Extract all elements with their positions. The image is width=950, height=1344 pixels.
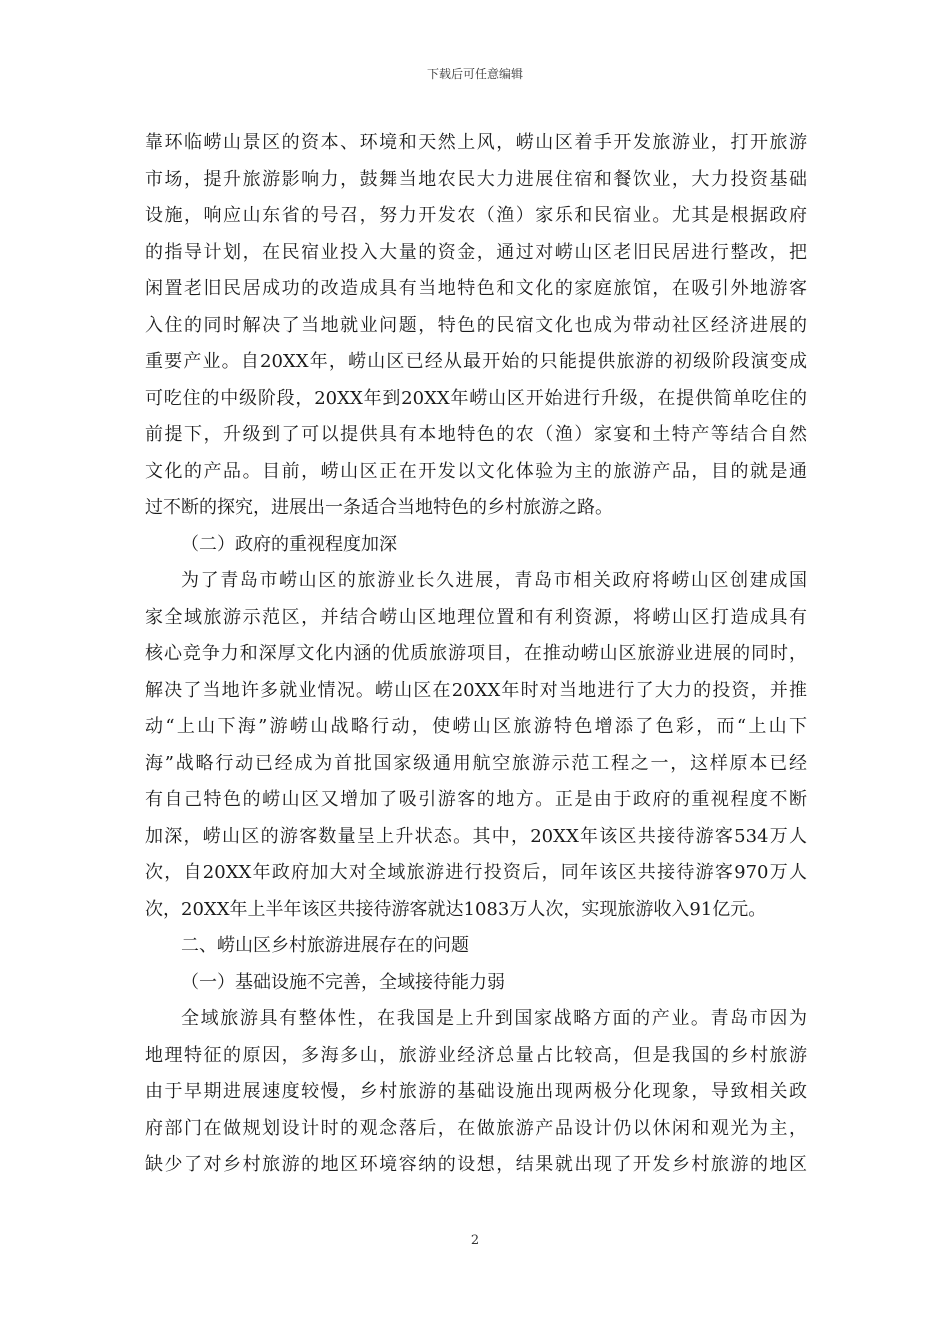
page-header: 下载后可任意编辑 <box>426 67 523 81</box>
paragraph-line: 由于早期进展速度较慢，乡村旅游的基础设施出现两极分化现象，导致相关政 <box>145 1081 807 1102</box>
paragraph-line: 为了青岛市崂山区的旅游业长久进展，青岛市相关政府将崂山区创建成国 <box>181 570 807 591</box>
paragraph-line: 入住的同时解决了当地就业问题，特色的民宿文化也成为带动社区经济进展的 <box>145 314 807 336</box>
paragraph-line: 有自己特色的崂山区又增加了吸引游客的地方。正是由于政府的重视程度不断 <box>145 789 807 810</box>
paragraph-line: 可吃住的中级阶段，20XX年到20XX年崂山区开始进行升级，在提供简单吃住的 <box>145 387 807 409</box>
section-heading: （二）政府的重视程度加深 <box>181 533 397 555</box>
paragraph-line: 的指导计划，在民宿业投入大量的资金，通过对崂山区老旧民居进行整改，把 <box>145 241 807 263</box>
paragraph-line: 家全域旅游示范区，并结合崂山区地理位置和有利资源，将崂山区打造成具有 <box>145 606 807 628</box>
paragraph-line: 核心竞争力和深厚文化内涵的优质旅游项目，在推动崂山区旅游业进展的同时， <box>145 643 807 664</box>
paragraph-line: 次，自20XX年政府加大对全域旅游进行投资后，同年该区共接待游客970万人 <box>145 862 807 883</box>
page-number: 2 <box>470 1233 480 1248</box>
paragraph-line: 次，20XX年上半年该区共接待游客就达1083万人次，实现旅游收入91亿元。 <box>145 898 767 920</box>
paragraph-line: 文化的产品。目前，崂山区正在开发以文化体验为主的旅游产品，目的就是通 <box>145 460 807 482</box>
paragraph-line: 缺少了对乡村旅游的地区环境容纳的设想，结果就出现了开发乡村旅游的地区 <box>145 1154 807 1175</box>
paragraph-line: 全域旅游具有整体性，在我国是上升到国家战略方面的产业。青岛市因为 <box>181 1008 807 1029</box>
paragraph-line: 市场，提升旅游影响力，鼓舞当地农民大力进展住宿和餐饮业，大力投资基础 <box>145 168 807 190</box>
section-heading: 二、崂山区乡村旅游进展存在的问题 <box>181 935 469 956</box>
paragraph-line: 过不断的探究，进展出一条适合当地特色的乡村旅游之路。 <box>145 497 613 518</box>
paragraph-line: 加深，崂山区的游客数量呈上升状态。其中，20XX年该区共接待游客534万人 <box>145 825 807 847</box>
paragraph-line: 重要产业。自20XX年，崂山区已经从最开始的只能提供旅游的初级阶段演变成 <box>145 351 807 372</box>
paragraph-line: 闲置老旧民居成功的改造成具有当地特色和文化的家庭旅馆，在吸引外地游客 <box>145 278 807 299</box>
paragraph-line: 动“上山下海”游崂山战略行动，使崂山区旅游特色增添了色彩，而“上山下 <box>145 716 807 737</box>
paragraph-line: 靠环临崂山景区的资本、环境和天然上风，崂山区着手开发旅游业，打开旅游 <box>145 132 807 153</box>
paragraph-line: 府部门在做规划设计时的观念落后，在做旅游产品设计仍以休闲和观光为主， <box>145 1117 807 1139</box>
section-heading: （一）基础设施不完善，全域接待能力弱 <box>181 971 505 993</box>
paragraph-line: 前提下，升级到了可以提供具有本地特色的农（渔）家宴和土特产等结合自然 <box>145 424 807 445</box>
paragraph-line: 设施，响应山东省的号召，努力开发农（渔）家乐和民宿业。尤其是根据政府 <box>145 205 807 226</box>
paragraph-line: 地理特征的原因，多海多山，旅游业经济总量占比较高，但是我国的乡村旅游 <box>145 1044 807 1066</box>
paragraph-line: 解决了当地许多就业情况。崂山区在20XX年时对当地进行了大力的投资，并推 <box>145 679 807 701</box>
paragraph-line: 海”战略行动已经成为首批国家级通用航空旅游示范工程之一，这样原本已经 <box>145 752 807 774</box>
document-body <box>145 125 807 1184</box>
